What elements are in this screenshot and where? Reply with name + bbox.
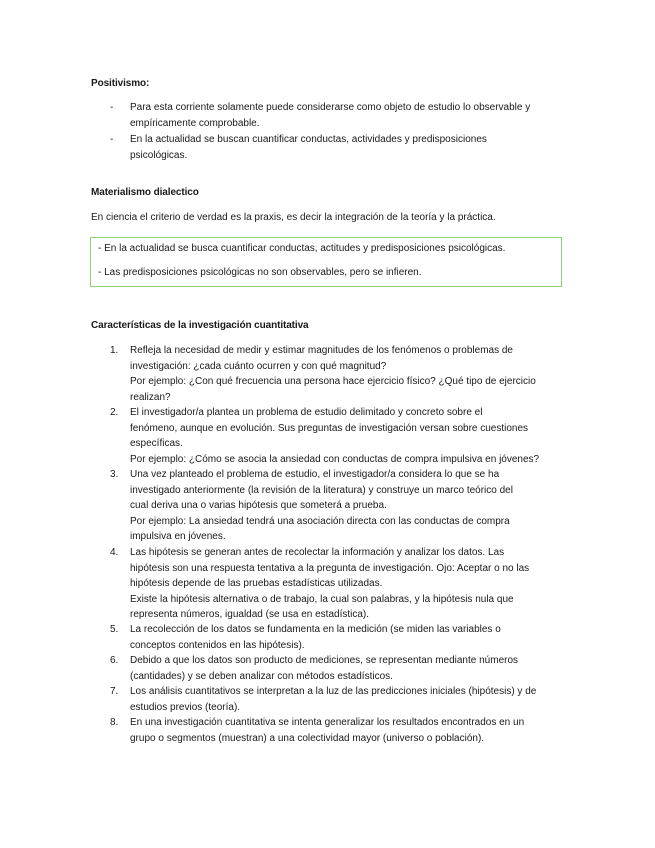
materialismo-text: En ciencia el criterio de verdad es la praxis, es decir la integración de la teoría y la práctica.: [91, 212, 496, 223]
list-line: hipótesis son una respuesta tentativa a la pregunta de investigación. Ojo: Aceptar o no las: [130, 562, 530, 574]
list-line: Los análisis cuantitativos se interpretan a la luz de las predicciones iniciales (hipótesis) y de: [130, 686, 537, 697]
bullet-line: empíricamente comprobable.: [130, 118, 260, 129]
list-number: 5.: [110, 624, 119, 635]
positivismo-bullet-1: [110, 100, 580, 132]
list-number: 6.: [110, 655, 119, 666]
bullet-line: psicológicas.: [130, 150, 188, 161]
list-number: 1.: [110, 345, 119, 356]
positivismo-heading: Positivismo:: [91, 78, 150, 89]
list-number: 7.: [110, 686, 119, 697]
bullet-line: En la actualidad se buscan cuantificar conductas, actividades y predisposiciones: [130, 134, 487, 145]
list-number: 8.: [110, 717, 119, 728]
list-number: 2.: [110, 407, 119, 418]
box-line-1: - En la actualidad se busca cuantificar conductas, actitudes y predisposiciones psicológicas.: [98, 243, 506, 254]
list-line: grupo o segmentos (muestran) a una colectividad mayor (universo o población).: [130, 732, 485, 744]
list-line: Por ejemplo: La ansiedad tendrá una asociación directa con las conductas de compra: [130, 515, 510, 527]
list-line: Existe la hipótesis alternativa o de trabajo, la cual son palabras, y la hipótesis nula que: [130, 593, 514, 605]
list-line: (cantidades) y se deben analizar con métodos estadísticos.: [130, 670, 393, 682]
bullet-line: Para esta corriente solamente puede considerarse como objeto de estudio lo observable y: [130, 102, 531, 113]
list-line: conceptos contenidos en las hipótesis).: [130, 639, 305, 651]
list-line: Debido a que los datos son producto de mediciones, se representan mediante números: [130, 655, 519, 666]
list-line: estudios previos (teoría).: [130, 701, 241, 713]
list-line: Una vez planteado el problema de estudio, el investigador/a considera lo que se ha: [130, 469, 500, 480]
list-line: específicas.: [130, 438, 183, 449]
list-line: Por ejemplo: ¿Con qué frecuencia una persona hace ejercicio físico? ¿Qué tipo de ejercicio: [130, 376, 536, 387]
list-line: investigación: ¿cada cuánto ocurren y con qué magnitud?: [130, 360, 387, 372]
bullet-mark: -: [110, 102, 114, 113]
list-line: hipótesis depende de las pruebas estadísticas utilizadas.: [130, 578, 383, 589]
bullet-mark: -: [110, 134, 114, 145]
list-line: investigado anteriormente (la revisión de la literatura) y construye un marco teórico del: [130, 484, 513, 496]
list-line: representa números, igualdad (se usa en estadística).: [130, 609, 370, 620]
list-line: Refleja la necesidad de medir y estimar magnitudes de los fenómenos o problemas de: [130, 345, 513, 356]
positivismo-bullet-2: [110, 132, 580, 164]
list-line: impulsiva en jóvenes.: [130, 531, 226, 542]
list-line: El investigador/a plantea un problema de estudio delimitado y concreto sobre el: [130, 407, 483, 418]
highlight-box: [90, 237, 562, 287]
list-line: fenómeno, aunque en evolución. Sus preguntas de investigación versan sobre cuestiones: [130, 422, 529, 434]
box-line-2: - Las predisposiciones psicológicas no son observables, pero se infieren.: [98, 267, 422, 278]
list-number: 4.: [110, 547, 119, 558]
list-line: Por ejemplo: ¿Cómo se asocia la ansiedad con conductas de compra impulsiva en jóvenes?: [130, 453, 540, 465]
list-line: Las hipótesis se generan antes de recolectar la información y analizar los datos. Las: [130, 547, 505, 558]
caracteristicas-heading: Características de la investigación cuantitativa: [91, 320, 309, 331]
list-line: cual deriva una o varias hipótesis que someterá a prueba.: [130, 500, 387, 511]
list-line: realizan?: [130, 391, 171, 403]
list-line: La recolección de los datos se fundamenta en la medición (se miden las variables o: [130, 624, 501, 635]
list-number: 3.: [110, 469, 119, 480]
materialismo-heading: Materialismo dialectico: [91, 187, 199, 198]
list-line: En una investigación cuantitativa se intenta generalizar los resultados encontrados en un: [130, 717, 525, 728]
